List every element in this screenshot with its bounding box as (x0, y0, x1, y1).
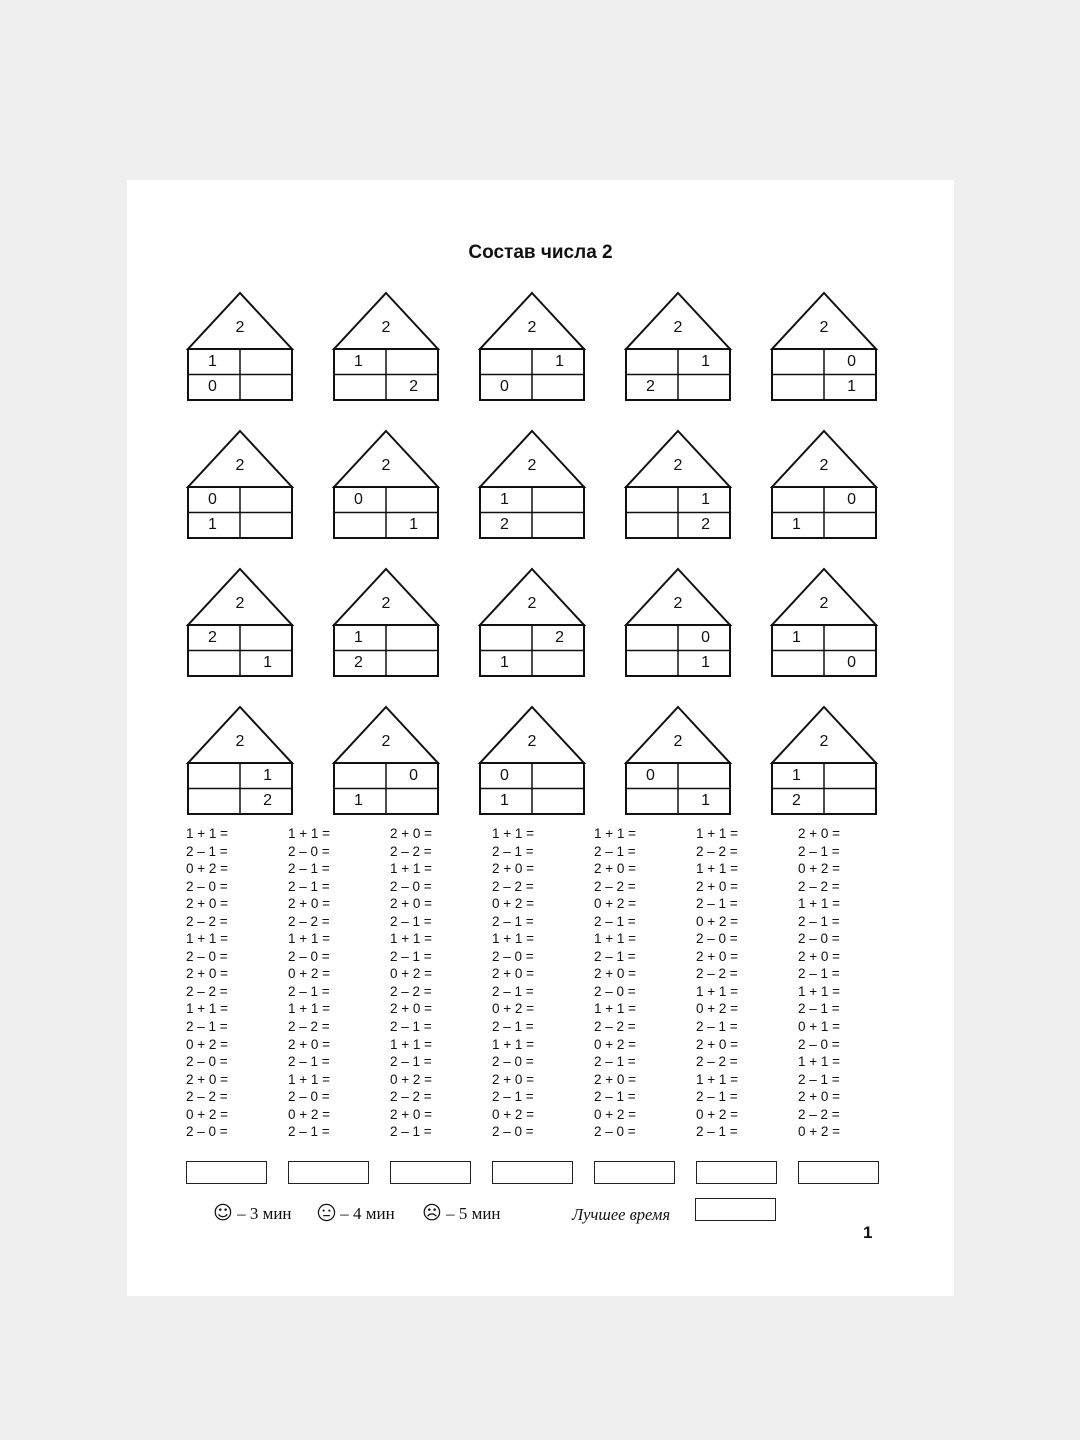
exercise-item: 2 – 1 = (390, 913, 432, 929)
exercise-item: 2 – 1 = (696, 896, 738, 912)
exercise-item: 2 – 0 = (288, 843, 330, 859)
house (480, 430, 584, 540)
exercise-item: 2 – 2 = (390, 983, 432, 999)
exercise-item: 1 + 1 = (696, 826, 739, 841)
exercise-item: 1 + 1 = (186, 826, 229, 841)
exercise-item: 2 – 1 = (798, 1001, 840, 1017)
exercise-item: 2 + 0 = (594, 1071, 637, 1087)
exercise-item: 0 + 2 = (186, 1036, 229, 1052)
exercise-item: 2 – 2 = (186, 1089, 228, 1105)
exercise-column (390, 825, 480, 1141)
exercise-item: 2 – 0 = (492, 948, 534, 964)
exercise-item: 2 – 2 = (798, 878, 840, 894)
house-cell-bottom-left[interactable] (772, 650, 824, 675)
happy-face-icon: ☺ (213, 1202, 233, 1224)
house-roof-number: 2 (235, 457, 245, 474)
exercise-item: 1 + 1 = (390, 861, 433, 877)
answer-time-box-3[interactable] (390, 1161, 471, 1184)
house-cell-bottom-right[interactable]: 1 (701, 654, 710, 671)
house-cell-bottom-left[interactable] (626, 512, 678, 537)
exercise-column (798, 825, 888, 1141)
exercise-item: 2 – 1 = (594, 913, 636, 929)
page-number: 1 (863, 1223, 873, 1242)
legend-neutral (317, 1202, 395, 1224)
house-cell-bottom-left[interactable]: 0 (208, 378, 217, 395)
exercise-item: 2 – 0 = (798, 1036, 840, 1052)
exercise-item: 1 + 1 = (390, 1036, 433, 1052)
house (480, 292, 584, 402)
exercise-item: 2 – 1 = (696, 1089, 738, 1105)
house-cell-bottom-left[interactable]: 1 (208, 516, 217, 533)
exercise-item: 1 + 1 = (798, 1054, 841, 1070)
exercise-item: 2 – 0 = (492, 1054, 534, 1070)
exercise-item: 2 – 1 = (594, 1054, 636, 1070)
exercise-item: 2 – 2 = (798, 1106, 840, 1122)
exercise-item: 2 – 2 = (696, 1054, 738, 1070)
exercise-item: 2 – 1 = (288, 861, 330, 877)
exercise-item: 2 – 1 = (696, 1019, 738, 1035)
exercise-item: 2 + 0 = (390, 1001, 433, 1017)
house-cell-top-left[interactable] (772, 487, 824, 512)
house-cell-top-right[interactable] (386, 625, 438, 650)
house-roof-number: 2 (235, 595, 245, 612)
exercise-item: 2 – 1 = (390, 1124, 432, 1140)
exercise-item: 2 + 0 = (492, 861, 535, 877)
exercise-item: 2 – 0 = (288, 1089, 330, 1105)
house-roof-number: 2 (673, 457, 683, 474)
exercise-item: 0 + 2 = (492, 1106, 535, 1122)
house-cell-top-left[interactable]: 0 (500, 767, 509, 784)
house-roof-number: 2 (235, 319, 245, 336)
house-cell-top-left[interactable] (480, 349, 532, 374)
exercise-item: 2 – 1 = (594, 1089, 636, 1105)
exercise-item: 2 – 2 = (390, 843, 432, 859)
house-roof-number: 2 (527, 733, 537, 750)
worksheet-page (127, 180, 954, 1296)
exercise-item: 1 + 1 = (798, 896, 841, 912)
best-time-box[interactable] (695, 1198, 776, 1221)
exercise-item: 2 – 0 = (186, 878, 228, 894)
house-roof-number: 2 (527, 319, 537, 336)
house-cell-bottom-right[interactable] (824, 512, 876, 537)
exercise-item: 2 – 2 = (492, 878, 534, 894)
exercise-item: 2 – 2 = (696, 843, 738, 859)
house-roof-number: 2 (527, 457, 537, 474)
exercise-item: 2 + 0 = (390, 826, 433, 841)
answer-time-box-7[interactable] (798, 1161, 879, 1184)
exercise-item: 2 + 0 = (594, 861, 637, 877)
exercise-item: 2 – 1 = (288, 878, 330, 894)
house-cell-bottom-left[interactable]: 2 (646, 378, 655, 395)
exercise-item: 0 + 2 = (798, 1124, 841, 1140)
exercise-column (696, 825, 786, 1141)
exercise-item: 2 – 1 = (696, 1124, 738, 1140)
house-cell-bottom-left[interactable]: 2 (354, 654, 363, 671)
house-cell-top-right[interactable] (824, 763, 876, 788)
exercise-item: 2 – 1 = (390, 1019, 432, 1035)
exercise-item: 1 + 1 = (594, 1001, 637, 1017)
exercise-item: 2 – 1 = (492, 913, 534, 929)
exercise-item: 1 + 1 = (594, 826, 637, 841)
house-cell-top-left[interactable]: 0 (354, 491, 363, 508)
house (188, 568, 292, 678)
exercise-item: 2 + 0 = (696, 948, 739, 964)
exercise-item: 2 + 0 = (594, 966, 637, 982)
house-cell-top-left[interactable]: 1 (792, 767, 801, 784)
exercise-item: 2 – 1 = (288, 1124, 330, 1140)
house-cell-bottom-right[interactable]: 1 (847, 378, 856, 395)
exercise-item: 0 + 2 = (288, 966, 331, 982)
best-time-label: Лучшее время (572, 1205, 671, 1224)
house-cell-top-right[interactable] (532, 487, 584, 512)
house-cell-bottom-left[interactable] (334, 374, 386, 399)
exercise-column (594, 825, 684, 1141)
house (772, 568, 876, 678)
house-cell-top-right[interactable] (678, 763, 730, 788)
house-roof-number: 2 (673, 319, 683, 336)
exercise-item: 2 – 2 = (288, 913, 330, 929)
house-cell-top-left[interactable] (626, 625, 678, 650)
sad-face-icon: ☹ (422, 1202, 442, 1224)
neutral-face-icon (317, 1202, 336, 1224)
house (188, 292, 292, 402)
exercise-item: 1 + 1 = (288, 1071, 331, 1087)
house-roof-number: 2 (381, 457, 391, 474)
house-cell-top-right[interactable]: 1 (701, 491, 710, 508)
house-cell-bottom-left[interactable] (772, 374, 824, 399)
house-cell-top-left[interactable]: 0 (208, 491, 217, 508)
exercise-item: 1 + 1 = (186, 931, 229, 947)
house-cell-top-right[interactable] (240, 349, 292, 374)
house-cell-top-right[interactable] (240, 625, 292, 650)
house-cell-bottom-right[interactable] (532, 650, 584, 675)
exercise-item: 1 + 1 = (696, 983, 739, 999)
exercise-item: 2 – 1 = (492, 1089, 534, 1105)
exercise-item: 2 + 0 = (492, 1071, 535, 1087)
house-cell-bottom-right[interactable] (678, 374, 730, 399)
exercise-item: 2 + 0 = (288, 1036, 331, 1052)
exercise-item: 2 + 0 = (186, 1071, 229, 1087)
house-cell-top-left[interactable] (626, 487, 678, 512)
exercise-item: 2 – 1 = (390, 948, 432, 964)
exercise-column (186, 825, 276, 1141)
exercise-item: 0 + 2 = (390, 966, 433, 982)
exercise-item: 0 + 2 = (390, 1071, 433, 1087)
exercise-item: 0 + 2 = (288, 1106, 331, 1122)
exercise-item: 1 + 1 = (288, 1001, 331, 1017)
exercise-column (492, 825, 582, 1141)
house-cell-bottom-right[interactable] (532, 788, 584, 813)
exercise-item: 1 + 1 = (798, 983, 841, 999)
house-cell-bottom-left[interactable]: 1 (500, 792, 509, 809)
exercise-item: 2 + 0 = (186, 896, 229, 912)
exercise-item: 1 + 1 = (594, 931, 637, 947)
legend-happy-time: – 3 мин (237, 1204, 292, 1223)
house-cell-bottom-right[interactable]: 2 (263, 792, 272, 809)
exercise-item: 0 + 2 = (696, 913, 739, 929)
exercise-item: 1 + 1 = (492, 931, 535, 947)
house-cell-top-left[interactable] (334, 763, 386, 788)
exercise-item: 2 – 2 = (186, 913, 228, 929)
exercise-item: 2 – 2 = (594, 878, 636, 894)
legend-sad-time: – 5 мин (446, 1204, 501, 1223)
house-cell-bottom-left[interactable] (626, 788, 678, 813)
exercise-item: 2 + 0 = (288, 896, 331, 912)
house-cell-bottom-right[interactable]: 2 (409, 378, 418, 395)
exercise-item: 2 – 2 = (186, 983, 228, 999)
exercise-item: 2 – 1 = (186, 843, 228, 859)
house-cell-top-left[interactable] (188, 763, 240, 788)
house-cell-top-left[interactable] (626, 349, 678, 374)
exercise-item: 2 – 1 = (390, 1054, 432, 1070)
exercise-item: 2 – 1 = (798, 966, 840, 982)
house-cell-bottom-left[interactable] (188, 650, 240, 675)
exercise-item: 1 + 1 = (696, 861, 739, 877)
exercise-item: 0 + 2 = (594, 1036, 637, 1052)
exercise-item: 2 + 0 = (696, 878, 739, 894)
exercise-item: 0 + 2 = (186, 1106, 229, 1122)
exercise-item: 1 + 1 = (288, 826, 331, 841)
exercise-item: 0 + 2 = (594, 896, 637, 912)
exercise-item: 0 + 2 = (798, 861, 841, 877)
house (480, 568, 584, 678)
exercise-item: 0 + 2 = (492, 896, 535, 912)
exercise-item: 2 – 0 = (492, 1124, 534, 1140)
house-roof-number: 2 (673, 733, 683, 750)
house-cell-top-left[interactable]: 2 (208, 629, 217, 646)
house (626, 568, 730, 678)
answer-time-box-4[interactable] (492, 1161, 573, 1184)
exercise-item: 2 – 0 = (186, 1124, 228, 1140)
house-cell-bottom-right[interactable] (240, 512, 292, 537)
house (626, 430, 730, 540)
exercise-item: 2 – 0 = (186, 1054, 228, 1070)
exercise-item: 2 – 0 = (186, 948, 228, 964)
house-cell-bottom-right[interactable] (386, 788, 438, 813)
house-cell-bottom-left[interactable]: 2 (792, 792, 801, 809)
exercise-item: 2 + 0 = (390, 1106, 433, 1122)
exercise-item: 2 + 0 = (390, 896, 433, 912)
house-cell-bottom-right[interactable] (532, 374, 584, 399)
exercise-item: 0 + 2 = (594, 1106, 637, 1122)
house-cell-bottom-left[interactable]: 1 (500, 654, 509, 671)
house-cell-top-right[interactable]: 1 (701, 353, 710, 370)
house-roof-number: 2 (819, 457, 829, 474)
legend-sad (422, 1202, 501, 1224)
house-cell-top-right[interactable] (824, 625, 876, 650)
house (334, 292, 438, 402)
exercise-item: 1 + 1 = (288, 931, 331, 947)
exercise-item: 1 + 1 = (186, 1001, 229, 1017)
house-cell-top-right[interactable] (386, 487, 438, 512)
exercise-item: 2 – 0 = (594, 983, 636, 999)
exercise-item: 1 + 1 = (492, 826, 535, 841)
house-cell-bottom-right[interactable] (824, 788, 876, 813)
exercise-item: 2 – 1 = (288, 983, 330, 999)
exercise-item: 2 + 0 = (798, 948, 841, 964)
exercise-item: 2 – 1 = (492, 1019, 534, 1035)
house (772, 706, 876, 816)
house-cell-bottom-right[interactable]: 1 (263, 654, 272, 671)
exercise-item: 2 – 0 = (696, 931, 738, 947)
exercise-item: 2 + 0 = (798, 826, 841, 841)
house-cell-top-right[interactable] (386, 349, 438, 374)
house-roof-number: 2 (527, 595, 537, 612)
house-roof-number: 2 (819, 733, 829, 750)
house-cell-bottom-right[interactable]: 2 (701, 516, 710, 533)
exercise-item: 1 + 1 = (390, 931, 433, 947)
exercise-item: 2 – 1 = (798, 843, 840, 859)
house (626, 706, 730, 816)
exercise-item: 2 – 0 = (390, 878, 432, 894)
exercise-item: 2 – 2 = (390, 1089, 432, 1105)
house-cell-top-left[interactable]: 0 (646, 767, 655, 784)
house (334, 430, 438, 540)
house-cell-bottom-right[interactable]: 0 (847, 654, 856, 671)
exercise-item: 2 + 0 = (696, 1036, 739, 1052)
exercise-item: 2 – 1 = (798, 913, 840, 929)
house (772, 292, 876, 402)
house-cell-top-right[interactable] (532, 763, 584, 788)
exercise-item: 1 + 1 = (696, 1071, 739, 1087)
house-roof-number: 2 (381, 319, 391, 336)
exercise-item: 2 – 0 = (798, 931, 840, 947)
house-cell-bottom-left[interactable]: 0 (500, 378, 509, 395)
house-roof-number: 2 (673, 595, 683, 612)
exercise-item: 2 – 1 = (186, 1019, 228, 1035)
exercise-item: 2 – 1 = (492, 983, 534, 999)
house-roof-number: 2 (819, 319, 829, 336)
house (626, 292, 730, 402)
house (772, 430, 876, 540)
house-cell-bottom-left[interactable] (188, 788, 240, 813)
exercise-item: 0 + 2 = (696, 1106, 739, 1122)
house (480, 706, 584, 816)
house-cell-top-right[interactable]: 0 (409, 767, 418, 784)
exercise-item: 0 + 2 = (492, 1001, 535, 1017)
exercise-item: 2 – 1 = (492, 843, 534, 859)
house-cell-top-left[interactable] (480, 625, 532, 650)
exercise-item: 2 – 2 = (288, 1019, 330, 1035)
answer-time-box-6[interactable] (696, 1161, 777, 1184)
house-cell-top-right[interactable]: 0 (701, 629, 710, 646)
exercise-item: 2 – 1 = (594, 948, 636, 964)
house-cell-bottom-left[interactable]: 1 (792, 516, 801, 533)
exercise-item: 0 + 2 = (186, 861, 229, 877)
house-cell-bottom-right[interactable] (532, 512, 584, 537)
legend-happy (213, 1202, 292, 1224)
exercise-item: 2 – 1 = (594, 843, 636, 859)
house-cell-top-left[interactable]: 1 (208, 353, 217, 370)
exercise-item: 0 + 2 = (696, 1001, 739, 1017)
house-cell-bottom-right[interactable] (386, 650, 438, 675)
exercise-item: 2 – 1 = (288, 1054, 330, 1070)
house-cell-bottom-right[interactable]: 1 (409, 516, 418, 533)
house-cell-top-left[interactable] (772, 349, 824, 374)
answer-time-box-1[interactable] (186, 1161, 267, 1184)
house-cell-top-left[interactable]: 1 (792, 629, 801, 646)
house-cell-top-right[interactable]: 0 (847, 491, 856, 508)
house-roof-number: 2 (235, 733, 245, 750)
page-title: Состав числа 2 (468, 242, 613, 263)
exercise-item: 0 + 1 = (798, 1019, 841, 1035)
exercise-item: 2 + 0 = (186, 966, 229, 982)
answer-time-box-2[interactable] (288, 1161, 369, 1184)
exercise-item: 2 – 0 = (594, 1124, 636, 1140)
house-cell-top-left[interactable]: 1 (354, 629, 363, 646)
house-cell-top-left[interactable]: 1 (354, 353, 363, 370)
exercise-item: 2 – 2 = (594, 1019, 636, 1035)
house-cell-bottom-right[interactable] (240, 374, 292, 399)
house-cell-bottom-left[interactable]: 2 (500, 516, 509, 533)
exercise-column (288, 825, 378, 1141)
house (188, 706, 292, 816)
house-cell-top-right[interactable]: 2 (555, 629, 564, 646)
house-cell-top-right[interactable] (240, 487, 292, 512)
house-cell-bottom-right[interactable]: 1 (701, 792, 710, 809)
house-cell-bottom-left[interactable] (334, 512, 386, 537)
house (334, 568, 438, 678)
house-roof-number: 2 (381, 733, 391, 750)
house-cell-top-left[interactable]: 1 (500, 491, 509, 508)
house-cell-top-right[interactable]: 1 (555, 353, 564, 370)
exercise-item: 2 – 0 = (288, 948, 330, 964)
house-roof-number: 2 (381, 595, 391, 612)
exercise-item: 2 + 0 = (492, 966, 535, 982)
exercise-item: 1 + 1 = (492, 1036, 535, 1052)
house-roof-number: 2 (819, 595, 829, 612)
house-cell-bottom-left[interactable] (626, 650, 678, 675)
house (188, 430, 292, 540)
exercise-item: 2 – 1 = (798, 1071, 840, 1087)
exercise-item: 2 + 0 = (798, 1089, 841, 1105)
house-cell-top-right[interactable]: 1 (263, 767, 272, 784)
house-cell-top-right[interactable]: 0 (847, 353, 856, 370)
exercise-item: 2 – 2 = (696, 966, 738, 982)
house-cell-bottom-left[interactable]: 1 (354, 792, 363, 809)
legend-neutral-time: – 4 мин (340, 1204, 395, 1223)
answer-time-box-5[interactable] (594, 1161, 675, 1184)
house (334, 706, 438, 816)
